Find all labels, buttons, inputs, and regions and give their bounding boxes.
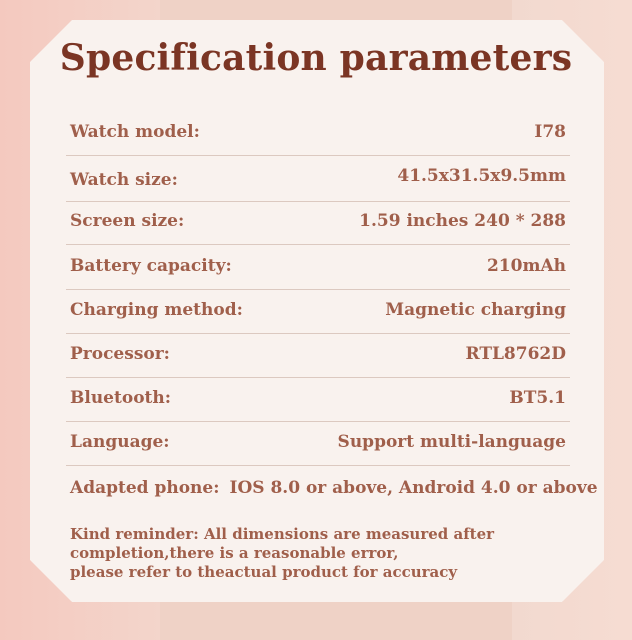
spec-label: Screen size:: [70, 211, 185, 231]
spec-value: I78: [534, 122, 566, 142]
spec-row-language: [66, 420, 570, 466]
spec-label: Charging method:: [70, 300, 243, 320]
spec-value: 1.59 inches 240 * 288: [359, 211, 566, 231]
reminder-line: please refer to theactual product for accuracy: [70, 563, 458, 581]
adapted-phone-line: [70, 478, 598, 498]
spec-label: Watch model:: [70, 122, 200, 142]
spec-value: 41.5x31.5x9.5mm: [397, 166, 566, 186]
spec-value: BT5.1: [509, 388, 566, 408]
spec-value: 210mAh: [486, 256, 566, 276]
spec-value: Support multi-language: [337, 432, 566, 452]
adapted-phone-label: Adapted phone:: [70, 478, 220, 498]
spec-value: Magnetic charging: [385, 300, 566, 320]
reminder-line: completion,there is a reasonable error,: [70, 544, 399, 562]
spec-row-screen-size: [66, 199, 570, 245]
spec-row-bluetooth: [66, 376, 570, 422]
spec-row-charging-method: [66, 288, 570, 334]
spec-row-watch-size: [66, 156, 570, 202]
spec-row-watch-model: [66, 110, 570, 156]
spec-value: RTL8762D: [465, 344, 566, 364]
kind-reminder: [70, 525, 494, 582]
spec-label: Language:: [70, 432, 170, 452]
spec-label: Processor:: [70, 344, 170, 364]
spec-row-battery-capacity: [66, 244, 570, 290]
spec-row-processor: [66, 332, 570, 378]
page-title: Specification parameters: [59, 37, 573, 79]
adapted-phone-value: IOS 8.0 or above, Android 4.0 or above: [229, 478, 598, 498]
spec-label: Watch size:: [70, 170, 178, 190]
reminder-line: Kind reminder: All dimensions are measured after: [70, 525, 495, 543]
spec-label: Battery capacity:: [70, 256, 232, 276]
spec-label: Bluetooth:: [70, 388, 172, 408]
